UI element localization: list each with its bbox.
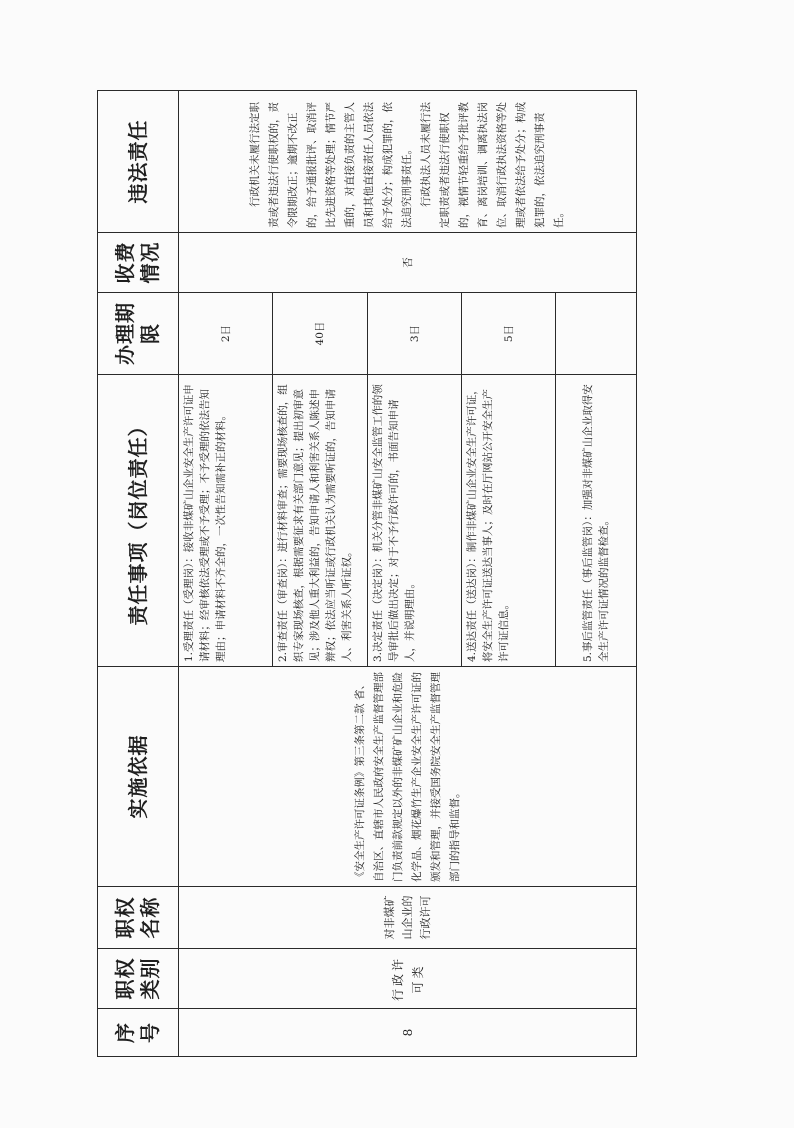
fee-cell: 否: [179, 233, 637, 293]
duty-text-3: 3.决定责任（决定岗）：机关分管非煤矿山安全监管工作的领导审批后做出决定；对于不予行政许可的，书面告知申请人，并说明理由。: [372, 384, 416, 662]
category-cell: 行政许可类: [179, 949, 637, 1009]
header-fee: 收费情况: [98, 233, 179, 293]
header-duty: 责任事项（岗位责任）: [98, 375, 179, 667]
header-liability: 违法责任: [98, 91, 179, 233]
responsibility-table: [97, 90, 637, 1057]
duty-cell-3: [368, 375, 462, 667]
header-row: [98, 91, 179, 1057]
liability-text-2: 行政执法人员未履行法定职责或者违法行使职权的，视情节轻重给予批评教育、离岗培训、调离执法岗位、取消行政执法资格等处理或者依法给予处分；构成犯罪的，依法追究刑事责任。: [420, 102, 565, 228]
period-cell-1: 2日: [179, 293, 273, 375]
name-cell: 对非煤矿山企业的行政许可: [179, 887, 637, 949]
table-row: [179, 91, 273, 1057]
header-period: 办理期限: [98, 293, 179, 375]
period-cell-3: 3日: [368, 293, 462, 375]
rotated-page: [97, 91, 637, 1057]
liability-text-1: 行政机关未履行法定职责或者违法行使职权的，责令限期改正；逾期不改正的，给予通报批评、取消评比先进资格等处理；情节严重的，对直接负责的主管人员和其他直接责任人员依法给予处分；构成犯罪的，依法追究刑事责任。: [249, 102, 413, 228]
duty-text-5: 5.事后监管责任（事后监管岗）：加强对非煤矿山企业取得安全生产许可证情况的监督检查。: [582, 384, 610, 662]
duty-cell-1: [179, 375, 273, 667]
duty-text-4: 4.送达责任（送达岗）：制作非煤矿山企业安全生产许可证，将安全生产许可证送达当事人；及时在厅网站公开安全生产许可证信息。: [466, 384, 510, 662]
duty-cell-5: [556, 375, 637, 667]
seq-cell: 8: [179, 1009, 637, 1057]
basis-cell: [179, 667, 637, 887]
duty-text-2: 2.审查责任（审查岗）：进行材料审查；需要现场核查的，组织专家现场核查，根据需要征求有关部门意见；提出初审意见；涉及他人重大利益的，告知申请人和利害关系人陈述申辩权；依法应当听证或行政机关认为需要听证的，告知申请人、利害关系人听证权。: [277, 384, 353, 662]
basis-text: 《安全生产许可证条例》第三条第二款 省、自治区、直辖市人民政府安全生产监督管理部门负责前款规定以外的非煤矿矿山企业和危险化学品、烟花爆竹生产企业安全生产许可证的颁发和管理，并接受国务院安全生产监督管理部门的指导和监督。: [353, 672, 461, 882]
header-seq: 序号: [98, 1009, 179, 1057]
period-cell-5: [556, 293, 637, 375]
duty-cell-2: [273, 375, 368, 667]
duty-text-1: 1.受理责任（受理岗）：接收非煤矿山企业安全生产许可证申请材料；经审核依法受理或不予受理；不予受理的依法告知理由；申请材料不齐全的，一次性告知需补正的材料。: [183, 384, 227, 662]
liability-cell: [179, 91, 637, 233]
duty-cell-4: [462, 375, 556, 667]
header-basis: 实施依据: [98, 667, 179, 887]
header-category: 职权类别: [98, 949, 179, 1009]
header-name: 职权名称: [98, 887, 179, 949]
period-cell-4: 5日: [462, 293, 556, 375]
period-cell-2: 40日: [273, 293, 368, 375]
